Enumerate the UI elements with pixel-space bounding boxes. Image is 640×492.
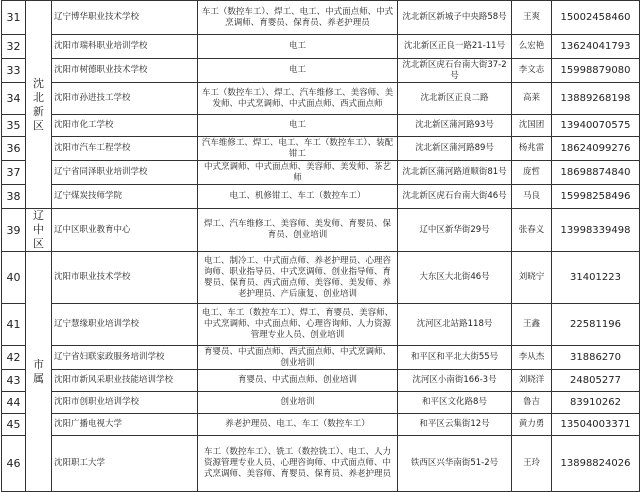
contact: 黄力勇 (512, 414, 552, 436)
address: 沈北新区虎石台南大街37-2号 (398, 59, 512, 83)
courses: 电工、车工（数控车工）、焊工、育婴员、美容师、中式烹调师、中式面点师、心理咨询师、人力资源管理专业人员、创业培训 (198, 304, 398, 346)
address: 沈河区小南街166-3号 (398, 370, 512, 392)
table-row (2, 137, 640, 161)
row-number: 33 (2, 59, 26, 83)
table-row (2, 304, 640, 346)
contact: 王鑫 (512, 304, 552, 346)
row-number: 32 (2, 35, 26, 59)
courses: 车工（数控车工）、焊工、电工、中式面点师、中式烹调师、育婴员、保育员、养老护理员 (198, 1, 398, 35)
phone: 22581196 (552, 304, 640, 346)
courses: 电工 (198, 115, 398, 137)
address: 和平区文化路8号 (398, 392, 512, 414)
row-number: 38 (2, 185, 26, 209)
contact: 么宏艳 (512, 35, 552, 59)
row-number: 37 (2, 161, 26, 185)
row-number: 45 (2, 414, 26, 436)
table-row (2, 414, 640, 436)
address: 和平区和平北大街55号 (398, 346, 512, 370)
phone: 31401223 (552, 252, 640, 304)
phone: 13998339498 (552, 209, 640, 252)
school-name: 辽宁省同泽职业培训学校 (52, 161, 198, 185)
table-row (2, 35, 640, 59)
address: 沈北新区正良二路 (398, 83, 512, 115)
district-cell: 沈北新区 (26, 1, 52, 209)
phone: 13940070575 (552, 115, 640, 137)
table-row (2, 346, 640, 370)
table-row (2, 1, 640, 35)
table-row (2, 161, 640, 185)
address: 沈北新区新城子中央路58号 (398, 1, 512, 35)
courses: 电工、机修钳工、车工（数控车工） (198, 185, 398, 209)
address: 沈北新区正良一路21-11号 (398, 35, 512, 59)
school-name: 辽宁博华职业技术学校 (52, 1, 198, 35)
school-name: 沈阳市创职业培训学校 (52, 392, 198, 414)
phone: 15998258496 (552, 185, 640, 209)
school-name: 辽宁慧缘职业培训学校 (52, 304, 198, 346)
address: 沈北新区蒲河路89号 (398, 137, 512, 161)
school-name: 沈阳市汽车工程学校 (52, 137, 198, 161)
phone: 31886270 (552, 346, 640, 370)
courses: 育婴员、中式面点师、西式面点师、中式烹调师、创业培训 (198, 346, 398, 370)
phone: 13624041793 (552, 35, 640, 59)
row-number: 36 (2, 137, 26, 161)
phone: 18624099276 (552, 137, 640, 161)
table-row (2, 59, 640, 83)
phone: 13889268198 (552, 83, 640, 115)
address: 沈北新区蒲河路道顺街81号 (398, 161, 512, 185)
district-cell: 市属 (26, 252, 52, 492)
training-school-table (1, 0, 640, 492)
school-name: 沈阳广播电视大学 (52, 414, 198, 436)
address: 沈北新区虎石台南大街46号 (398, 185, 512, 209)
courses: 养老护理员、电工、车工（数控车工） (198, 414, 398, 436)
address: 沈河区北站路118号 (398, 304, 512, 346)
school-name: 辽宁省妇联家政服务培训学校 (52, 346, 198, 370)
district-cell: 辽中区 (26, 209, 52, 252)
row-number: 34 (2, 83, 26, 115)
contact: 李从杰 (512, 346, 552, 370)
contact: 王玲 (512, 436, 552, 492)
row-number: 44 (2, 392, 26, 414)
courses: 电工 (198, 59, 398, 83)
table-row (2, 83, 640, 115)
courses: 创业培训 (198, 392, 398, 414)
row-number: 42 (2, 346, 26, 370)
school-name: 沈阳市树德职业技术学校 (52, 59, 198, 83)
school-name: 沈阳市瑞科职业培训学校 (52, 35, 198, 59)
address: 沈北新区蒲河路93号 (398, 115, 512, 137)
school-name: 辽宁煤炭技师学院 (52, 185, 198, 209)
courses: 电工 (198, 35, 398, 59)
contact: 王爽 (512, 1, 552, 35)
contact: 杨兆雷 (512, 137, 552, 161)
contact: 李文志 (512, 59, 552, 83)
contact: 马良 (512, 185, 552, 209)
table-row (2, 392, 640, 414)
courses: 车工（数控车工）、铣工（数控铣工）、电工、人力资源管理专业人员、心理咨询师、中式面点师、中式烹调师、美容师、育婴员、保育员、养老护理员 (198, 436, 398, 492)
table-row (2, 115, 640, 137)
table-row (2, 185, 640, 209)
contact: 鲁吉 (512, 392, 552, 414)
row-number: 46 (2, 436, 26, 492)
contact: 庞哲 (512, 161, 552, 185)
address: 大东区大北街46号 (398, 252, 512, 304)
contact: 高莱 (512, 83, 552, 115)
address: 和平区云集街12号 (398, 414, 512, 436)
address: 铁西区兴华南街51-2号 (398, 436, 512, 492)
contact: 沈国团 (512, 115, 552, 137)
phone: 24805277 (552, 370, 640, 392)
row-number: 39 (2, 209, 26, 252)
contact: 张春义 (512, 209, 552, 252)
address: 辽中区新华街29号 (398, 209, 512, 252)
school-name: 沈阳市新风采职业技能培训学校 (52, 370, 198, 392)
row-number: 41 (2, 304, 26, 346)
contact: 刘晓洋 (512, 370, 552, 392)
contact: 刘晓宁 (512, 252, 552, 304)
row-number: 40 (2, 252, 26, 304)
courses: 汽车维修工、焊工、电工、车工（数控车工）、装配钳工 (198, 137, 398, 161)
courses: 育婴员、中式面点师、创业培训 (198, 370, 398, 392)
phone: 83910262 (552, 392, 640, 414)
courses: 电工、制冷工、中式面点师、养老护理员、心理咨询师、职业指导员、中式烹调师、创业指导师、育婴员、保育员、西式面点师、美容师、美发师、养老护理员、产后康复、创业培训 (198, 252, 398, 304)
phone: 15998879080 (552, 59, 640, 83)
row-number: 43 (2, 370, 26, 392)
courses: 车工（数控车工）、焊工、汽车维修工、美容师、美发师、中式烹调师、中式面点师、西式面点师 (198, 83, 398, 115)
table-row (2, 209, 640, 252)
phone: 18698874840 (552, 161, 640, 185)
school-name: 沈阳市化工学校 (52, 115, 198, 137)
phone: 13504003371 (552, 414, 640, 436)
courses: 中式烹调师、中式面点师、美容师、美发师、茶艺师 (198, 161, 398, 185)
school-name: 沈阳职工大学 (52, 436, 198, 492)
row-number: 31 (2, 1, 26, 35)
courses: 焊工、汽车维修工、美容师、美发师、育婴员、保育员、创业培训 (198, 209, 398, 252)
table-row (2, 252, 640, 304)
table-row (2, 436, 640, 492)
phone: 15002458460 (552, 1, 640, 35)
school-name: 沈阳市职业技术学校 (52, 252, 198, 304)
school-name: 辽中区职业教育中心 (52, 209, 198, 252)
table-row (2, 370, 640, 392)
school-name: 沈阳市孙进技工学校 (52, 83, 198, 115)
row-number: 35 (2, 115, 26, 137)
phone: 13898824026 (552, 436, 640, 492)
